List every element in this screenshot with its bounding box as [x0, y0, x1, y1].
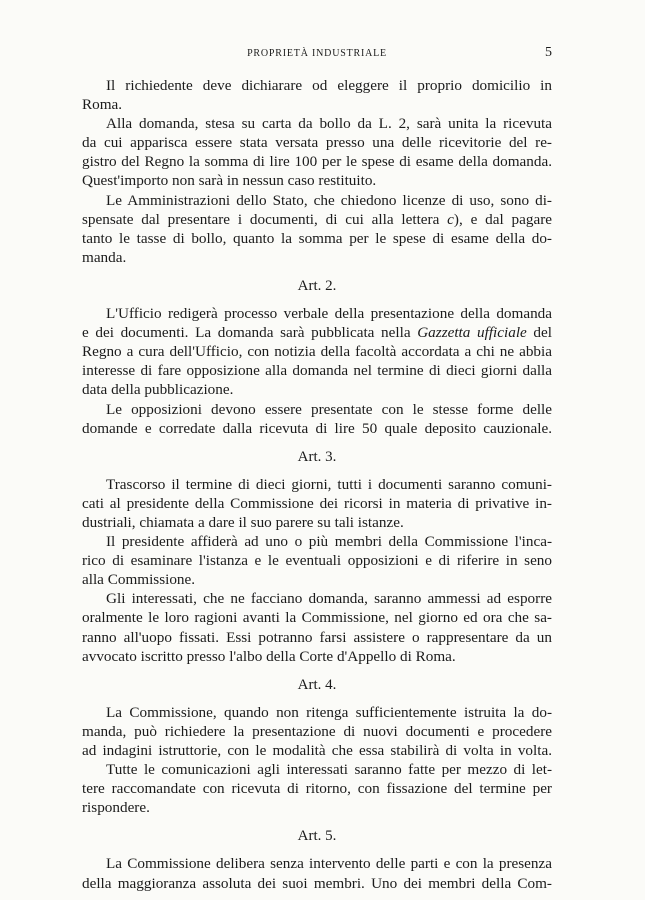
text-line: interesse di fare opposizione alla domanda nel termine di dieci giorni dalla [82, 362, 552, 380]
text-line: da cui apparisca essere stata versata presso una delle ricevitorie del re- [82, 134, 552, 152]
section-intro [82, 76, 552, 267]
article-heading: Art. 2. [297, 277, 337, 294]
running-head: PROPRIETÀ INDUSTRIALE [247, 48, 387, 59]
section-art-4 [82, 676, 552, 818]
text-line: Tutte le comunicazioni agli interessati saranno fatte per mezzo di let- [106, 761, 552, 779]
text-line: della maggioranza assoluta dei suoi membri. Uno dei membri della Com- [82, 874, 552, 892]
text-line: manda. [82, 248, 127, 266]
text-line: cati al presidente della Commissione dei ricorsi in materia di privative in- [82, 494, 552, 512]
text-line: ad indagini istruttorie, con le modalità che essa stabilirà di volta in volta. [82, 742, 552, 759]
text-line: ranno all'uopo fissati. Essi potranno farsi assistere o rappresentare da un [82, 628, 552, 646]
text-line: Trascorso il termine di dieci giorni, tutti i documenti saranno comuni- [106, 475, 552, 493]
article-heading: Art. 4. [297, 676, 337, 693]
text-line: dustriali, chiamata a dare il suo parere su tali istanze. [82, 513, 404, 531]
section-art-3 [82, 448, 552, 666]
text-line: rico di esaminare l'istanza e le eventuali opposizioni e di riferire in seno [82, 552, 552, 570]
page-number: 5 [545, 45, 552, 60]
text-line: gistro del Regno la somma di lire 100 per le spese di esame della domanda. [82, 153, 552, 171]
text-line: e dei documenti. La domanda sarà pubblicata nella Gazzetta ufficiale del [82, 324, 552, 342]
text-line: oralmente le loro ragioni avanti la Commissione, nel giorno ed ora che sa- [82, 609, 552, 627]
text-line: rispondere. [82, 799, 150, 817]
text-line: tanto le tasse di bollo, quanto la somma per le spese di esame della do- [82, 229, 552, 247]
text-line: Roma. [82, 96, 123, 114]
text-line: Alla domanda, stesa su carta da bollo da L. 2, sarà unita la ricevuta [106, 115, 552, 133]
text-line: Le Amministrazioni dello Stato, che chiedono licenze di uso, sono di- [106, 191, 552, 209]
text-line: Regno a cura dell'Ufficio, con notizia della facoltà accordata a chi ne abbia [82, 343, 552, 361]
text-line: Gli interessati, che ne facciano domanda, saranno ammessi ad esporre [106, 590, 552, 608]
text-line: spensate dal presentare i documenti, di cui alla lettera c), e dal pagare [82, 210, 552, 228]
text-line: Il presidente affiderà ad uno o più membri della Commissione l'inca- [106, 533, 552, 551]
text-line: manda, può richiedere la presentazione di nuovi documenti e procedere [82, 722, 552, 740]
text-line: domande e corredate dalla ricevuta di lire 50 quale deposito cauzionale. [82, 419, 552, 437]
page-header [82, 45, 552, 64]
body-text [82, 76, 552, 893]
text-line: Le opposizioni devono essere presentate con le stesse forme delle [106, 400, 552, 418]
text-line: data della pubblicazione. [82, 381, 234, 399]
text-line: avvocato iscritto presso l'albo della Corte d'Appello di Roma. [82, 647, 456, 665]
text-line: alla Commissione. [82, 571, 196, 589]
text-line: tere raccomandate con ricevuta di ritorno, con fissazione del termine per [82, 780, 552, 798]
text-line: L'Ufficio redigerà processo verbale della presentazione della domanda [106, 305, 552, 323]
text-line: La Commissione, quando non ritenga sufficientemente istruita la do- [106, 703, 552, 721]
text-line: Il richiedente deve dichiarare od eleggere il proprio domicilio in [106, 77, 552, 94]
article-heading: Art. 5. [297, 828, 337, 845]
text-line: Quest'importo non sarà in nessun caso restituito. [82, 172, 377, 190]
article-heading: Art. 3. [297, 448, 337, 465]
section-art-5 [82, 827, 552, 892]
section-art-2 [82, 277, 552, 438]
text-line: La Commissione delibera senza intervento delle parti e con la presenza [106, 855, 552, 873]
